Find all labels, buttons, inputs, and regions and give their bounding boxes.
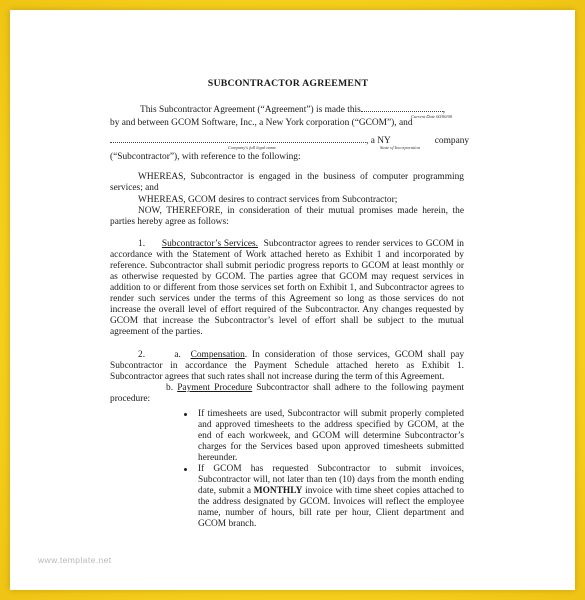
bullet-2-text [198, 464, 464, 530]
whereas-clause-2: WHEREAS, GCOM desires to contract services from Subcontractor; [138, 195, 398, 205]
watermark: www.template.net [38, 555, 112, 565]
date-blank [361, 103, 443, 112]
section-2a-label: a. [174, 350, 181, 360]
intro-line-4: (“Subcontractor”), with reference to the following: [110, 152, 301, 162]
company-name-blank [110, 134, 366, 143]
state-label: , a NY [366, 136, 391, 146]
bullet-icon [184, 413, 187, 416]
intro-text-1: This Subcontractor Agreement (“Agreement”) is made this [140, 105, 361, 115]
current-date-caption: Current Date 00/00/00 [411, 114, 453, 119]
state-caption: State of Incorporation [380, 145, 420, 150]
document-title: SUBCONTRACTOR AGREEMENT [207, 78, 369, 89]
bullet-2-monthly: MONTHLY [253, 486, 303, 496]
company-word: company [434, 136, 470, 146]
section-2a [110, 350, 464, 383]
whereas-clause-1: WHEREAS, Subcontractor is engaged in the business of computer programming services; and [110, 172, 464, 193]
intro-line-2: by and between GCOM Software, Inc., a New York corporation (“GCOM”), and [110, 118, 413, 128]
intro-line-1 [140, 103, 445, 116]
bullet-1-text: If timesheets are used, Subcontractor will submit properly completed and approved timesheets to the address specified by GCOM, at the end of each workweek, and GCOM will determine Subcontractor’s charges for the Services based upon approved timesheets submitted hereunder. [198, 409, 464, 463]
bullet-2-text-pre: If GCOM has requested Subcontractor to submit invoices, Subcontractor will, not later than ten (10) days from the month ending date, submit a [198, 464, 464, 496]
section-2a-heading: Compensation [190, 350, 245, 360]
company-caption: Company's full legal name [228, 145, 277, 150]
section-1-body: Subcontractor agrees to render services to GCOM in accordance with the Statement of Work attached hereto as Exhibit 1 and incorporated by reference. Subcontractor shall submit periodic progress reports to GCOM at least monthly or as otherwise requested by GCOM. The parties agree that GCOM may request services in addition to or different from those services set forth on Exhibit 1, and Subcontractor agrees to render such services under the terms of this Agreement so long as those services do not increase the overall level of effort required of the Subcontractor. Any changes requested by GCOM that increase the Subcontractor’s level of effort shall be subject to the mutual agreement of the parties. [110, 239, 464, 337]
section-2-number: 2. [138, 350, 146, 360]
section-1-heading: Subcontractor’s Services. [161, 239, 259, 249]
bullet-2-text-post: invoice with time sheet copies attached to the address designated by GCOM. Invoices will reflect the employee name, number of hours, bill rate per hour, Client department and GCOM branch. [198, 486, 464, 529]
section-2b-body: Subcontractor shall adhere to the following payment procedure: [110, 383, 464, 404]
bullet-icon [184, 468, 187, 471]
section-1 [110, 239, 464, 338]
section-2a-body: . In consideration of those services, GCOM shall pay Subcontractor in accordance the Payment Schedule attached hereto as Exhibit 1. Subcontractor agrees that such rates shall not increase during the term of this Agreement. [110, 350, 465, 382]
section-1-number: 1. [138, 239, 146, 249]
section-2b-heading: Payment Procedure [177, 383, 253, 393]
now-therefore-clause: NOW, THEREFORE, in consideration of their mutual promises made herein, the parties hereby agree as follows: [110, 206, 464, 227]
document-page [10, 10, 575, 590]
section-2b-label: b. [166, 383, 174, 393]
section-2b [110, 383, 464, 405]
intro-line-1-end: , [442, 105, 446, 115]
